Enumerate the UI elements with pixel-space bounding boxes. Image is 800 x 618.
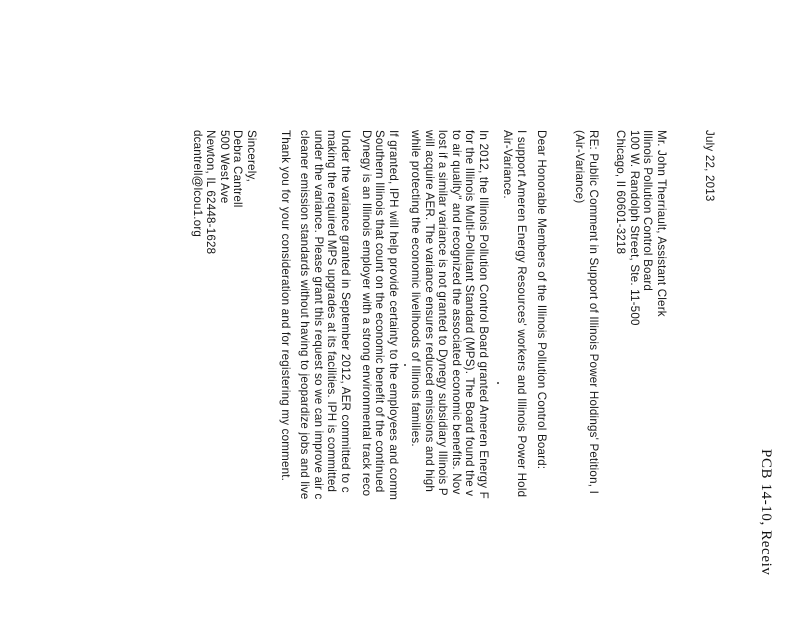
paragraph-line: for the Illinois Multi-Pollutant Standard (MPS). The Board found the v bbox=[463, 130, 477, 497]
signature-line: 500 West Ave bbox=[217, 130, 231, 204]
paragraph-line: cleaner emission standards without having to jeopardize jobs and live bbox=[298, 130, 312, 500]
paragraph-line: while protecting the economic livelihoods of Illinois families. bbox=[409, 130, 423, 447]
signature-line: dcantrell@lcou1.org bbox=[190, 130, 204, 238]
paragraph-line: Air-Variance. bbox=[501, 130, 515, 199]
paragraph-4 bbox=[298, 130, 352, 500]
paragraph-line: Dynegy is an Illinois employer with a strong environmental track reco bbox=[359, 130, 373, 497]
recipient-address bbox=[614, 130, 668, 326]
recipient-line: Chicago, Il 60601-3218 bbox=[614, 130, 628, 255]
paragraph-line: Thank you for your consideration and for registering my comment. bbox=[279, 130, 292, 482]
recipient-line: Illinois Pollution Control Board bbox=[641, 130, 655, 292]
salutation-line: Dear Honorable Members of the Illinois Pollution Control Board: bbox=[535, 130, 548, 470]
signature-line: Newton, IL 62448-1628 bbox=[204, 130, 218, 255]
paragraph-5 bbox=[278, 130, 292, 481]
signature-line: Debra Cantrell bbox=[231, 130, 245, 208]
paragraph-line: to air quality" and recognized the associated economic benefits. Nov bbox=[449, 130, 463, 495]
date-line: July 22, 2013 bbox=[703, 130, 716, 202]
docket-stamp: PCB 14-10, Receiv bbox=[758, 449, 774, 576]
paragraph-1 bbox=[501, 130, 528, 497]
paragraph-line: will acquire AER. The variance ensures reduced emissions and high bbox=[422, 130, 436, 493]
paragraph-line: If granted, IPH will help provide certainty to the employees and comm bbox=[387, 130, 400, 501]
paragraph-line: I support Ameren Energy Resources' workers and Illinois Power Hold bbox=[515, 130, 528, 498]
re-line: (Air-Variance) bbox=[573, 130, 587, 204]
paragraph-line: Southern Illinois that count on the economic benefit of the continued bbox=[373, 130, 387, 493]
paragraph-line: In 2012, the Illinois Pollution Control Board granted Ameren Energy F bbox=[477, 130, 490, 499]
letter-date bbox=[702, 130, 716, 202]
paragraph-2 bbox=[408, 130, 490, 499]
signature-block bbox=[190, 130, 258, 254]
subject-re bbox=[573, 130, 600, 494]
paragraph-line: making the required MPS upgrades at its facilities. IPH is committed bbox=[325, 130, 339, 493]
paragraph-line: Under the variance granted in September 2012, AER committed to c bbox=[339, 130, 352, 493]
paragraph-line: lost if a similar variance is not granted to Dynegy subsidiary Illinois P bbox=[436, 130, 450, 496]
signature-line: Sincerely, bbox=[245, 130, 258, 183]
scan-speck bbox=[404, 364, 406, 366]
re-line: RE: Public Comment in Support of Illinois Power Holdings' Petition, I bbox=[587, 130, 600, 494]
scan-speck bbox=[497, 382, 499, 384]
paragraph-line: under the variance. Please grant this request so we can improve air c bbox=[311, 130, 325, 500]
recipient-line: 100 W. Randolph Street, Ste. 11-500 bbox=[627, 130, 641, 326]
recipient-line: Mr. John Therriault, Assistant Clerk bbox=[655, 130, 668, 317]
paragraph-3 bbox=[359, 130, 400, 500]
salutation bbox=[534, 130, 548, 469]
